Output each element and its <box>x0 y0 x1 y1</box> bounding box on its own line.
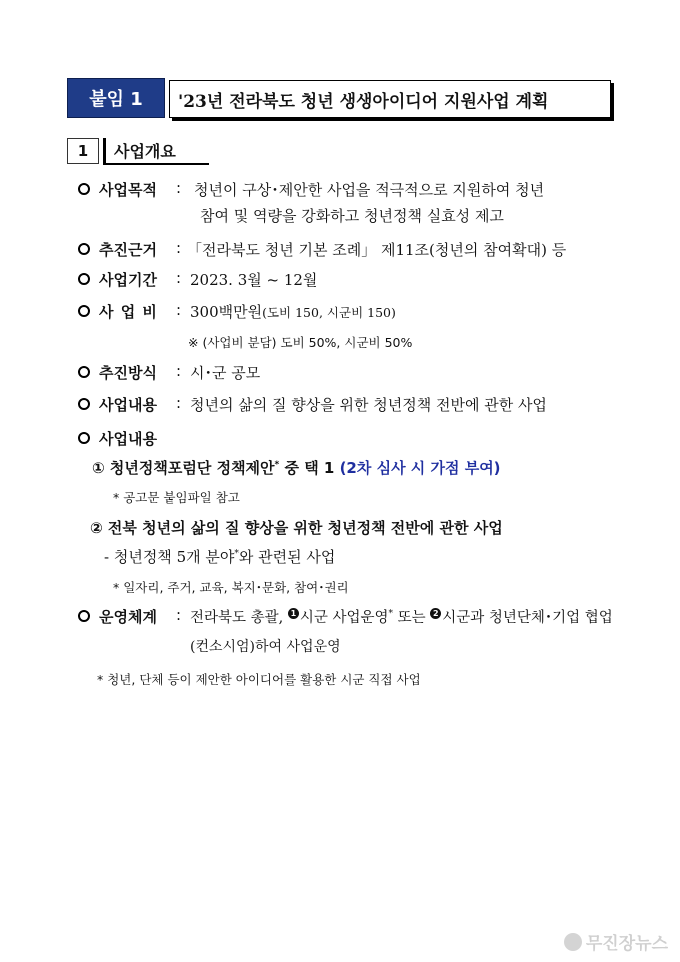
attachment-tag: 붙임 1 <box>67 78 165 118</box>
method-colon: : <box>176 362 182 380</box>
method-label: 추진방식 <box>99 364 157 382</box>
number-badge-2-icon: 2 <box>430 608 441 619</box>
section-divider <box>103 138 106 164</box>
purpose-text-line1: 청년이 구상･제안한 사업을 적극적으로 지원하여 청년 <box>194 181 545 199</box>
watermark-logo <box>564 929 668 954</box>
sub-item-2: ② 전북 청년의 삶의 질 향상을 위한 청년정책 전반에 관한 사업 <box>90 519 503 537</box>
sub1-star: * <box>274 460 280 470</box>
sub2-note: * 일자리, 주거, 교육, 복지･문화, 참여･권리 <box>113 580 349 595</box>
purpose-text-line2: 참여 및 역량을 강화하고 청년정책 실효성 제고 <box>200 207 504 225</box>
content-text: 청년의 삶의 질 향상을 위한 청년정책 전반에 관한 사업 <box>190 396 547 414</box>
number-badge-1-icon: 1 <box>288 608 299 619</box>
budget-detail: (도비 150, 시군비 150) <box>262 305 396 320</box>
basis-colon: : <box>176 239 182 257</box>
budget-note: ※ (사업비 분담) 도비 50%, 시군비 50% <box>188 335 413 350</box>
content2-label: 사업내용 <box>99 430 157 448</box>
sub1-mid: 중 택 1 <box>279 459 340 477</box>
budget-colon: : <box>176 301 182 319</box>
budget-text <box>190 301 396 322</box>
operation-part1: 전라북도 총괄, <box>190 610 288 626</box>
bullet-circle-icon <box>78 243 90 255</box>
bullet-circle-icon <box>78 432 90 444</box>
bullet-circle-icon <box>78 273 90 285</box>
basis-label: 추진근거 <box>99 241 157 259</box>
operation-part4: 시군과 청년단체･기업 협업 <box>442 610 613 626</box>
operation-text-line2: (컨소시엄)하여 사업운영 <box>190 639 341 655</box>
budget-amount: 300백만원 <box>190 303 263 321</box>
sub2-dash <box>104 546 335 567</box>
operation-label: 운영체계 <box>99 608 157 626</box>
sub1-bonus: (2차 심사 시 가점 부여) <box>339 459 501 477</box>
section-underline <box>103 163 209 165</box>
period-colon: : <box>176 269 182 287</box>
bullet-circle-icon <box>78 610 90 622</box>
document-title: '23년 전라북도 청년 생생아이디어 지원사업 계획 <box>169 80 611 118</box>
sub2-dash-post: 와 관련된 사업 <box>238 548 336 566</box>
sub2-star: * <box>234 549 239 559</box>
bullet-circle-icon <box>78 398 90 410</box>
method-text: 시･군 공모 <box>190 364 261 382</box>
period-text: 2023. 3월 ~ 12월 <box>190 271 318 289</box>
watermark-mountain-icon <box>564 933 582 951</box>
section-number: 1 <box>67 138 99 164</box>
period-label: 사업기간 <box>99 271 157 289</box>
operation-part3: 또는 <box>393 610 431 626</box>
sub1-main: ① 청년정책포럼단 정책제안 <box>92 459 275 477</box>
operation-star: * <box>388 609 394 620</box>
operation-colon: : <box>176 606 182 624</box>
operation-part2: 시군 사업운영 <box>299 610 389 626</box>
purpose-label: 사업목적 <box>99 181 157 199</box>
sub-item-1 <box>92 457 501 478</box>
sub2-dash-pre: - 청년정책 5개 분야 <box>104 548 235 566</box>
content-label: 사업내용 <box>99 396 157 414</box>
sub1-note: * 공고문 붙임파일 참고 <box>113 490 240 505</box>
operation-note: * 청년, 단체 등이 제안한 아이디어를 활용한 시군 직접 사업 <box>97 672 421 687</box>
section-title: 사업개요 <box>114 142 176 161</box>
budget-label: 사 업 비 <box>99 303 158 321</box>
operation-text-line1 <box>190 606 613 627</box>
purpose-colon: : <box>176 179 182 197</box>
content-colon: : <box>176 394 182 412</box>
bullet-circle-icon <box>78 366 90 378</box>
bullet-circle-icon <box>78 305 90 317</box>
bullet-circle-icon <box>78 183 90 195</box>
basis-text: 「전라북도 청년 기본 조례」 제11조(청년의 참여확대) 등 <box>187 241 567 259</box>
watermark-text: 무진장뉴스 <box>585 934 668 954</box>
